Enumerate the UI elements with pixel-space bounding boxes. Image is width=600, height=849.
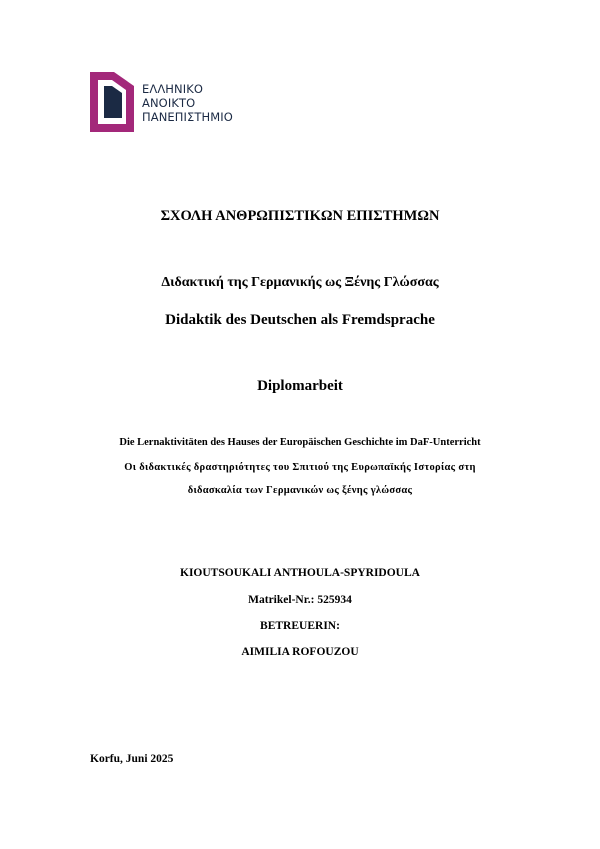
matrikel-number: Matrikel-Nr.: 525934 (248, 594, 352, 606)
university-logo-mark-icon (90, 72, 134, 132)
program-title-greek: Διδακτική της Γερμανικής ως Ξένης Γλώσσας (161, 275, 439, 290)
logo-line-2: ΑΝΟΙΚΤΟ (142, 96, 196, 110)
author-name: KIOUTSOUKALI ANTHOULA-SPYRIDOULA (180, 567, 420, 579)
school-name: ΣΧΟΛΗ ΑΝΘΡΩΠΙΣΤΙΚΩΝ ΕΠΙΣΤΗΜΩΝ (160, 208, 440, 224)
place-and-date: Korfu, Juni 2025 (90, 753, 174, 765)
university-logo-text (142, 82, 233, 124)
thesis-type: Diplomarbeit (257, 378, 343, 394)
thesis-title-greek-line-2: διδασκαλία των Γερμανικών ως ξένης γλώσσας (187, 485, 413, 496)
thesis-title-greek-line-1: Οι διδακτικές δραστηριότητες του Σπιτιού της Ευρωπαϊκής Ιστορίας στη (124, 462, 476, 473)
thesis-title-german: Die Lernaktivitäten des Hauses der Europäischen Geschichte im DaF-Unterricht (119, 437, 481, 448)
supervisor-name: AIMILIA ROFOUZOU (241, 646, 359, 658)
supervisor-label: BETREUERIN: (260, 620, 340, 632)
logo-line-3: ΠΑΝΕΠΙΣΤΗΜΙΟ (142, 110, 233, 124)
program-title-german: Didaktik des Deutschen als Fremdsprache (165, 312, 435, 328)
logo-line-1: ΕΛΛΗΝΙΚΟ (142, 82, 204, 96)
university-logo (90, 72, 250, 134)
